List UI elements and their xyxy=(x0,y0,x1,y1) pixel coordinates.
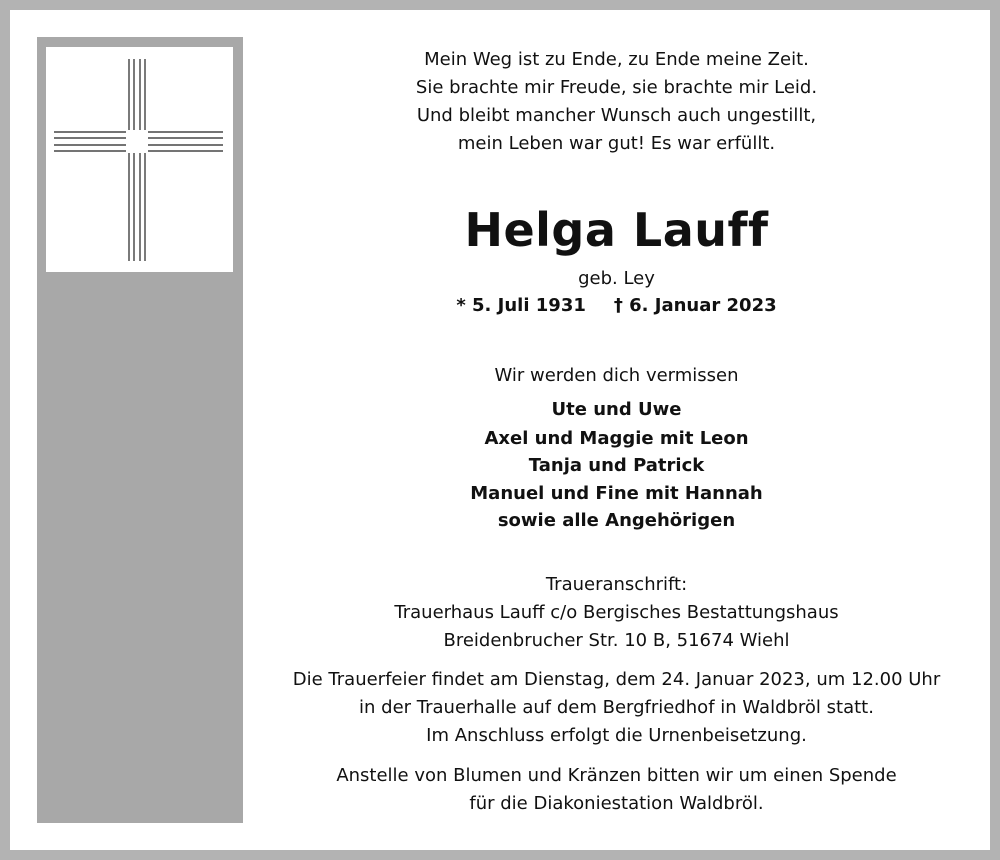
mourner-name: Manuel und Fine mit Hannah xyxy=(470,483,763,504)
mourner-name: Ute und Uwe xyxy=(551,399,682,420)
ceremony-line: in der Trauerhalle auf dem Bergfriedhof in Waldbröl statt. xyxy=(359,697,874,718)
address-line: Trauerhaus Lauff c/o Bergisches Bestattungshaus xyxy=(394,602,839,623)
poem-line: Mein Weg ist zu Ende, zu Ende meine Zeit. xyxy=(424,49,809,70)
cross-icon xyxy=(46,47,233,272)
address-line: Breidenbrucher Str. 10 B, 51674 Wiehl xyxy=(443,630,790,651)
mourners-intro: Wir werden dich vermissen xyxy=(494,365,739,386)
mourner-name: sowie alle Angehörigen xyxy=(497,510,736,531)
birth-date: * 5. Juli 1931 xyxy=(456,295,586,316)
poem-line: mein Leben war gut! Es war erfüllt. xyxy=(457,133,776,154)
death-date: † 6. Januar 2023 xyxy=(613,295,777,316)
mourner-name: Tanja und Patrick xyxy=(528,455,705,476)
donation-line: Anstelle von Blumen und Kränzen bitten wir um einen Spende xyxy=(336,765,897,786)
life-dates xyxy=(243,295,990,316)
address-label: Traueranschrift: xyxy=(545,574,688,595)
cross-panel xyxy=(46,47,233,272)
ceremony-line: Die Trauerfeier findet am Dienstag, dem 24. Januar 2023, um 12.00 Uhr xyxy=(292,669,941,690)
donation-line: für die Diakoniestation Waldbröl. xyxy=(469,793,764,814)
poem-line: Sie brachte mir Freude, sie brachte mir Leid. xyxy=(415,77,818,98)
poem-line: Und bleibt mancher Wunsch auch ungestillt, xyxy=(416,105,817,126)
deceased-name: Helga Lauff xyxy=(464,203,769,257)
birth-name: geb. Ley xyxy=(578,268,655,289)
ceremony-line: Im Anschluss erfolgt die Urnenbeisetzung. xyxy=(426,725,807,746)
mourner-name: Axel und Maggie mit Leon xyxy=(484,428,749,449)
obituary-text xyxy=(243,0,990,860)
